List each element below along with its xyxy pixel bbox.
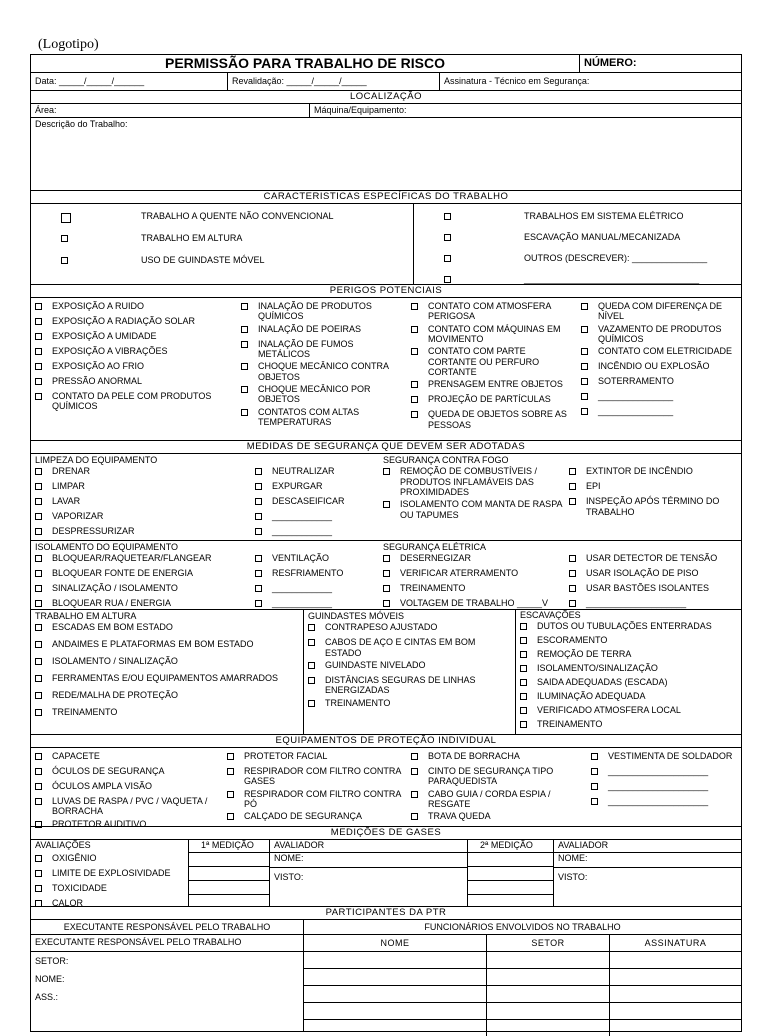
- epi-item[interactable]: ÓCULOS AMPLA VISÃO: [35, 780, 219, 795]
- checkbox-icon[interactable]: [35, 709, 42, 716]
- medicao1-header: 1ª MEDIÇÃO: [189, 840, 269, 853]
- logo-placeholder: (Logotipo): [38, 37, 99, 53]
- checkbox-icon[interactable]: [255, 555, 262, 562]
- isolamento-item[interactable]: ____________: [255, 597, 375, 612]
- checkbox-icon[interactable]: [241, 409, 248, 416]
- nome-cell[interactable]: [304, 952, 487, 969]
- checkbox-icon[interactable]: [581, 363, 588, 370]
- perigos-column: [577, 298, 741, 440]
- eletrica-item[interactable]: USAR BASTÕES ISOLANTES: [569, 582, 737, 597]
- setor-col-header: SETOR: [487, 935, 610, 952]
- checkbox-icon[interactable]: [383, 501, 390, 508]
- check-trabalho-quente[interactable]: TRABALHO A QUENTE NÃO CONVENCIONAL: [61, 210, 413, 232]
- check-outros[interactable]: OUTROS (DESCREVER): _______________: [444, 252, 741, 273]
- epi-item[interactable]: ____________________: [591, 795, 737, 810]
- escavacoes-title: ESCAVAÇÕES: [520, 610, 737, 620]
- perigo-item[interactable]: CONTATO COM PARTE CORTANTE OU PERFURO CORTANTE: [411, 345, 573, 378]
- assinatura-cell[interactable]: [610, 969, 742, 986]
- m1-toxicidade-cell[interactable]: [189, 881, 269, 895]
- assinatura-cell[interactable]: [610, 952, 742, 969]
- checkbox-icon[interactable]: [35, 483, 42, 490]
- checkbox-icon[interactable]: [411, 326, 418, 333]
- nome-cell[interactable]: [304, 1020, 487, 1036]
- perigo-item[interactable]: EXPOSIÇÃO A RUIDO: [35, 300, 233, 315]
- checkbox-icon[interactable]: [35, 555, 42, 562]
- perigo-item[interactable]: PRESSÃO ANORMAL: [35, 375, 233, 390]
- epi-item[interactable]: CINTO DE SEGURANÇA TIPO PARAQUEDISTA: [411, 765, 583, 788]
- nome-col-header: NOME: [304, 935, 487, 952]
- assinatura-col-header: ASSINATURA: [610, 935, 742, 952]
- check-escavacao[interactable]: ESCAVAÇÃO MANUAL/MECANIZADA: [444, 231, 741, 252]
- fogo-item[interactable]: EPI: [569, 480, 737, 495]
- checkbox-icon[interactable]: [581, 326, 588, 333]
- epi-item[interactable]: ____________________: [591, 780, 737, 795]
- funcionarios-table: [304, 935, 741, 1036]
- form-title: PERMISSÃO PARA TRABALHO DE RISCO: [31, 55, 579, 72]
- eletrica-item[interactable]: USAR ISOLAÇÃO DE PISO: [569, 567, 737, 582]
- executante-header: EXECUTANTE RESPONSÁVEL PELO TRABALHO: [31, 920, 303, 934]
- perigo-item[interactable]: VAZAMENTO DE PRODUTOS QUÍMICOS: [581, 323, 737, 346]
- checkbox-icon[interactable]: [241, 386, 248, 393]
- checkbox-icon[interactable]: [444, 234, 451, 241]
- section-localizacao: LOCALIZAÇÃO: [31, 91, 741, 104]
- isolamento-title: ISOLAMENTO DO EQUIPAMENTO: [35, 542, 375, 552]
- checkbox-icon[interactable]: [520, 651, 527, 658]
- altura-item[interactable]: ANDAIMES E PLATAFORMAS EM BOM ESTADO: [35, 638, 299, 655]
- m1-oxigenio-cell[interactable]: [189, 853, 269, 867]
- checkbox-icon[interactable]: [581, 393, 588, 400]
- checkbox-icon[interactable]: [569, 585, 576, 592]
- eletrica-item[interactable]: USAR DETECTOR DE TENSÃO: [569, 552, 737, 567]
- perigo-item[interactable]: _______________: [581, 405, 737, 420]
- ptr-form: [30, 54, 742, 1032]
- perigo-item[interactable]: EXPOSIÇÃO AO FRIO: [35, 360, 233, 375]
- epi-column: [407, 748, 587, 826]
- perigo-item[interactable]: SOTERRAMENTO: [581, 375, 737, 390]
- assinatura-tecnico-field[interactable]: Assinatura - Técnico em Segurança:: [439, 73, 741, 90]
- escavacao-item[interactable]: SAIDA ADEQUADAS (ESCADA): [520, 676, 737, 690]
- checkbox-icon[interactable]: [591, 798, 598, 805]
- altura-item[interactable]: TREINAMENTO: [35, 706, 299, 723]
- avaliador1-header: AVALIADOR: [274, 840, 463, 852]
- checkbox-icon[interactable]: [227, 768, 234, 775]
- checkbox-icon[interactable]: [308, 639, 315, 646]
- perigo-item[interactable]: PRENSAGEM ENTRE OBJETOS: [411, 378, 573, 393]
- checkbox-icon[interactable]: [581, 408, 588, 415]
- limpeza-item[interactable]: EXPURGAR: [255, 480, 375, 495]
- limpeza-item[interactable]: VAPORIZAR: [35, 510, 255, 525]
- checkbox-icon[interactable]: [411, 303, 418, 310]
- avaliador1-visto[interactable]: VISTO:: [270, 867, 467, 902]
- setor-cell[interactable]: [487, 952, 610, 969]
- m2-toxicidade-cell[interactable]: [468, 881, 553, 895]
- maquina-field[interactable]: Máquina/Equipamento:: [309, 104, 741, 117]
- checkbox-icon[interactable]: [383, 555, 390, 562]
- descricao-field[interactable]: Descrição do Trabalho:: [31, 118, 741, 190]
- checkbox-icon[interactable]: [255, 468, 262, 475]
- checkbox-icon[interactable]: [35, 675, 42, 682]
- checkbox-icon[interactable]: [520, 707, 527, 714]
- gas-item[interactable]: TOXICIDADE: [35, 882, 184, 897]
- checkbox-icon[interactable]: [35, 585, 42, 592]
- checkbox-icon[interactable]: [411, 791, 418, 798]
- m2-calor-cell[interactable]: [468, 895, 553, 908]
- escavacao-item[interactable]: REMOÇÃO DE TERRA: [520, 648, 737, 662]
- checkbox-icon[interactable]: [241, 363, 248, 370]
- perigo-item[interactable]: INALAÇÃO DE PRODUTOS QUÍMICOS: [241, 300, 403, 323]
- check-trabalho-altura[interactable]: TRABALHO EM ALTURA: [61, 232, 413, 254]
- eletrica-item[interactable]: VERIFICAR ATERRAMENTO: [383, 567, 569, 582]
- checkbox-icon[interactable]: [35, 692, 42, 699]
- epi-item[interactable]: CAPACETE: [35, 750, 219, 765]
- revalidacao-field[interactable]: Revalidação: _____/_____/_____: [227, 73, 439, 90]
- assinatura-cell[interactable]: [610, 1020, 742, 1036]
- guindaste-item[interactable]: GUINDASTE NIVELADO: [308, 659, 511, 674]
- guindastes-title: GUINDASTES MÓVEIS: [308, 611, 511, 621]
- checkbox-icon[interactable]: [35, 658, 42, 665]
- avaliador2-visto[interactable]: VISTO:: [554, 867, 741, 902]
- checkbox-icon[interactable]: [255, 585, 262, 592]
- executante-setor[interactable]: SETOR:: [31, 952, 303, 970]
- perigo-item[interactable]: CONTATO COM ELETRICIDADE: [581, 345, 737, 360]
- epi-item[interactable]: BOTA DE BORRACHA: [411, 750, 583, 765]
- nome-cell[interactable]: [304, 1003, 487, 1020]
- checkbox-icon[interactable]: [35, 513, 42, 520]
- altura-item[interactable]: FERRAMENTAS E/OU EQUIPAMENTOS AMARRADOS: [35, 672, 299, 689]
- limpeza-title: LIMPEZA DO EQUIPAMENTO: [35, 455, 375, 465]
- executante-subheader: EXECUTANTE RESPONSÁVEL PELO TRABALHO: [31, 935, 303, 952]
- limpeza-item[interactable]: LAVAR: [35, 495, 255, 510]
- perigo-item[interactable]: EXPOSIÇÃO A UMIDADE: [35, 330, 233, 345]
- escavacao-item[interactable]: ISOLAMENTO/SINALIZAÇÃO: [520, 662, 737, 676]
- perigo-item[interactable]: CHOQUE MECÂNICO POR OBJETOS: [241, 383, 403, 406]
- numero-field[interactable]: NÚMERO:: [579, 55, 741, 72]
- gas-item[interactable]: CALOR: [35, 897, 184, 912]
- checkbox-icon[interactable]: [520, 679, 527, 686]
- table-row: [304, 986, 741, 1003]
- avaliador2-header: AVALIADOR: [558, 840, 737, 852]
- isolamento-item[interactable]: SINALIZAÇÃO / ISOLAMENTO: [35, 582, 255, 597]
- perigo-item[interactable]: CONTATO COM MÁQUINAS EM MOVIMENTO: [411, 323, 573, 346]
- limpeza-item[interactable]: DRENAR: [35, 465, 255, 480]
- checkbox-icon[interactable]: [35, 570, 42, 577]
- checkbox-icon[interactable]: [255, 483, 262, 490]
- escavacao-item[interactable]: TREINAMENTO: [520, 718, 737, 732]
- checkbox-icon[interactable]: [255, 498, 262, 505]
- guindaste-item[interactable]: DISTÂNCIAS SEGURAS DE LINHAS ENERGIZADAS: [308, 674, 511, 697]
- epi-column: [223, 748, 407, 826]
- checkbox-icon[interactable]: [35, 624, 42, 631]
- checkbox-icon[interactable]: [35, 393, 42, 400]
- section-participantes: PARTICIPANTES DA PTR: [31, 907, 741, 920]
- checkbox-icon[interactable]: [61, 257, 68, 264]
- setor-cell[interactable]: [487, 1003, 610, 1020]
- assinatura-cell[interactable]: [610, 1003, 742, 1020]
- nome-cell[interactable]: [304, 986, 487, 1003]
- checkbox-icon[interactable]: [569, 498, 576, 505]
- checkbox-icon[interactable]: [411, 411, 418, 418]
- checkbox-icon[interactable]: [35, 333, 42, 340]
- perigos-column: [407, 298, 577, 440]
- avaliador1-nome[interactable]: NOME:: [270, 852, 467, 867]
- setor-cell[interactable]: [487, 969, 610, 986]
- checkbox-icon[interactable]: [569, 555, 576, 562]
- checkbox-icon[interactable]: [35, 870, 42, 877]
- checkbox-icon[interactable]: [308, 624, 315, 631]
- epi-item[interactable]: VESTIMENTA DE SOLDADOR: [591, 750, 737, 765]
- epi-item[interactable]: RESPIRADOR COM FILTRO CONTRA PÓ: [227, 788, 403, 811]
- eletrica-item[interactable]: DESERNEGIZAR: [383, 552, 569, 567]
- checkbox-icon[interactable]: [308, 677, 315, 684]
- checkbox-icon[interactable]: [227, 813, 234, 820]
- escavacao-item[interactable]: ESCORAMENTO: [520, 634, 737, 648]
- limpeza-item[interactable]: DESCASEIFICAR: [255, 495, 375, 510]
- eletrica-title: SEGURANÇA ELÉTRICA: [383, 542, 737, 552]
- checkbox-icon[interactable]: [35, 885, 42, 892]
- limpeza-item[interactable]: ____________: [255, 510, 375, 525]
- isolamento-item[interactable]: VENTILAÇÃO: [255, 552, 375, 567]
- guindaste-item[interactable]: TREINAMENTO: [308, 697, 511, 712]
- checkbox-icon[interactable]: [308, 700, 315, 707]
- isolamento-item[interactable]: BLOQUEAR/RAQUETEAR/FLANGEAR: [35, 552, 255, 567]
- checkbox-icon[interactable]: [35, 363, 42, 370]
- gas-item[interactable]: LIMITE DE EXPLOSIVIDADE: [35, 867, 184, 882]
- checkbox-icon[interactable]: [591, 768, 598, 775]
- check-sistema-eletrico[interactable]: TRABALHOS EM SISTEMA ELÉTRICO: [444, 210, 741, 231]
- epi-item[interactable]: CABO GUIA / CORDA ESPIA / RESGATE: [411, 788, 583, 811]
- checkbox-icon[interactable]: [255, 570, 262, 577]
- checkbox-icon[interactable]: [569, 483, 576, 490]
- perigo-item[interactable]: _______________: [581, 390, 737, 405]
- checkbox-icon[interactable]: [520, 693, 527, 700]
- isolamento-item[interactable]: ____________: [255, 582, 375, 597]
- table-row: [304, 952, 741, 969]
- eletrica-item[interactable]: ____________________: [569, 597, 737, 612]
- checkbox-icon[interactable]: [569, 468, 576, 475]
- setor-cell[interactable]: [487, 986, 610, 1003]
- checkbox-icon[interactable]: [308, 662, 315, 669]
- limpeza-item[interactable]: DESPRESSURIZAR: [35, 525, 255, 540]
- epi-item[interactable]: CALÇADO DE SEGURANÇA: [227, 810, 403, 825]
- checkbox-icon[interactable]: [35, 783, 42, 790]
- avaliador2-nome[interactable]: NOME:: [554, 852, 741, 867]
- limpeza-item[interactable]: ____________: [255, 525, 375, 540]
- altura-item[interactable]: ESCADAS EM BOM ESTADO: [35, 621, 299, 638]
- m2-explosividade-cell[interactable]: [468, 867, 553, 881]
- checkbox-icon[interactable]: [35, 378, 42, 385]
- m1-calor-cell[interactable]: [189, 895, 269, 908]
- checkbox-icon[interactable]: [35, 348, 42, 355]
- checkbox-icon[interactable]: [411, 348, 418, 355]
- checkbox-icon[interactable]: [35, 318, 42, 325]
- assinatura-cell[interactable]: [610, 986, 742, 1003]
- checkbox-icon[interactable]: [591, 783, 598, 790]
- epi-column: [31, 748, 223, 826]
- checkbox-icon[interactable]: [520, 623, 527, 630]
- fogo-item[interactable]: REMOÇÃO DE COMBUSTÍVEIS / PRODUTOS INFLAMÁVEIS DAS PROXIMIDADES: [383, 465, 569, 498]
- checkbox-icon[interactable]: [581, 348, 588, 355]
- limpeza-item[interactable]: NEUTRALIZAR: [255, 465, 375, 480]
- section-caracteristicas: CARACTERISTICAS ESPECÍFICAS DO TRABALHO: [31, 191, 741, 204]
- checkbox-icon[interactable]: [241, 303, 248, 310]
- checkbox-icon[interactable]: [241, 326, 248, 333]
- m2-oxigenio-cell[interactable]: [468, 853, 553, 867]
- altura-item[interactable]: ISOLAMENTO / SINALIZAÇÃO: [35, 655, 299, 672]
- check-guindaste[interactable]: USO DE GUINDASTE MÓVEL: [61, 254, 413, 276]
- checkbox-icon[interactable]: [35, 528, 42, 535]
- escavacao-item[interactable]: ILUMINAÇÃO ADEQUADA: [520, 690, 737, 704]
- escavacao-item[interactable]: VERIFICADO ATMOSFERA LOCAL: [520, 704, 737, 718]
- checkbox-icon[interactable]: [520, 665, 527, 672]
- checkbox-icon[interactable]: [569, 600, 576, 607]
- checkbox-icon[interactable]: [61, 235, 68, 242]
- checkbox-icon[interactable]: [383, 600, 390, 607]
- checkbox-icon[interactable]: [411, 768, 418, 775]
- executante-ass[interactable]: ASS.:: [31, 988, 303, 1006]
- executante-nome[interactable]: NOME:: [31, 970, 303, 988]
- perigo-item[interactable]: EXPOSIÇÃO A VIBRAÇÕES: [35, 345, 233, 360]
- checkbox-icon[interactable]: [520, 721, 527, 728]
- nome-cell[interactable]: [304, 969, 487, 986]
- epi-item[interactable]: RESPIRADOR COM FILTRO CONTRA GASES: [227, 765, 403, 788]
- perigo-item[interactable]: QUEDA COM DIFERENÇA DE NÍVEL: [581, 300, 737, 323]
- epi-item[interactable]: TRAVA QUEDA: [411, 810, 583, 825]
- checkbox-icon[interactable]: [241, 341, 248, 348]
- perigos-column: [31, 298, 237, 440]
- checkbox-icon[interactable]: [444, 255, 451, 262]
- fogo-item[interactable]: EXTINTOR DE INCÊNDIO: [569, 465, 737, 480]
- m1-explosividade-cell[interactable]: [189, 867, 269, 881]
- data-field[interactable]: Data: _____/_____/______: [31, 73, 227, 90]
- altura-title: TRABALHO EM ALTURA: [35, 611, 299, 621]
- guindaste-item[interactable]: CABOS DE AÇO E CINTAS EM BOM ESTADO: [308, 636, 511, 659]
- checkbox-icon[interactable]: [520, 637, 527, 644]
- guindaste-item[interactable]: CONTRAPESO AJUSTADO: [308, 621, 511, 636]
- epi-item[interactable]: ____________________: [591, 765, 737, 780]
- checkbox-icon[interactable]: [35, 641, 42, 648]
- checkbox-icon[interactable]: [383, 468, 390, 475]
- fogo-item[interactable]: INSPEÇÃO APÓS TÉRMINO DO TRABALHO: [569, 495, 737, 518]
- checkbox-icon[interactable]: [411, 396, 418, 403]
- perigo-item[interactable]: INALAÇÃO DE FUMOS METÁLICOS: [241, 338, 403, 361]
- eletrica-item[interactable]: VOLTAGEM DE TRABALHO _____V: [383, 597, 569, 612]
- epi-item[interactable]: PROTETOR AUDITIVO: [35, 818, 219, 833]
- area-field[interactable]: Área:: [31, 104, 309, 117]
- epi-item[interactable]: LUVAS DE RASPA / PVC / VAQUETA / BORRACHA: [35, 795, 219, 818]
- checkbox-icon[interactable]: [444, 213, 451, 220]
- checkbox-icon[interactable]: [35, 600, 42, 607]
- checkbox-icon[interactable]: [581, 378, 588, 385]
- fogo-title: SEGURANÇA CONTRA FOGO: [383, 455, 737, 465]
- checkbox-icon[interactable]: [227, 753, 234, 760]
- perigo-item[interactable]: PROJEÇÃO DE PARTÍCULAS: [411, 393, 573, 408]
- checkbox-icon[interactable]: [411, 753, 418, 760]
- checkbox-icon[interactable]: [35, 753, 42, 760]
- perigo-item[interactable]: INALAÇÃO DE POEIRAS: [241, 323, 403, 338]
- section-perigos: PERIGOS POTENCIAIS: [31, 285, 741, 298]
- checkbox-icon[interactable]: [255, 513, 262, 520]
- checkbox-icon[interactable]: [444, 276, 451, 283]
- checkbox-icon[interactable]: [383, 570, 390, 577]
- section-medidas: MEDIDAS DE SEGURANÇA QUE DEVEM SER ADOTADAS: [31, 441, 741, 454]
- escavacao-item[interactable]: DUTOS OU TUBULAÇÕES ENTERRADAS: [520, 620, 737, 634]
- medicao2-header: 2ª MEDIÇÃO: [468, 840, 553, 853]
- perigo-item[interactable]: CONTATO COM ATMOSFERA PERIGOSA: [411, 300, 573, 323]
- section-gases: MEDIÇÕES DE GASES: [31, 827, 741, 840]
- checkbox-icon[interactable]: [383, 585, 390, 592]
- perigo-item[interactable]: QUEDA DE OBJETOS SOBRE AS PESSOAS: [411, 408, 573, 431]
- altura-item[interactable]: REDE/MALHA DE PROTEÇÃO: [35, 689, 299, 706]
- setor-cell[interactable]: [487, 1020, 610, 1036]
- eletrica-item[interactable]: TREINAMENTO: [383, 582, 569, 597]
- checkbox-icon[interactable]: [569, 570, 576, 577]
- avaliacoes-header: AVALIAÇÕES: [35, 840, 184, 852]
- table-row: [304, 1020, 741, 1036]
- checkbox-icon[interactable]: [255, 600, 262, 607]
- perigo-item[interactable]: EXPOSIÇÃO A RADIAÇÃO SOLAR: [35, 315, 233, 330]
- epi-item[interactable]: ÓCULOS DE SEGURANÇA: [35, 765, 219, 780]
- checkbox-icon[interactable]: [35, 855, 42, 862]
- checkbox-icon[interactable]: [35, 900, 42, 907]
- epi-item[interactable]: PROTETOR FACIAL: [227, 750, 403, 765]
- checkbox-icon[interactable]: [35, 303, 42, 310]
- checkbox-icon[interactable]: [35, 821, 42, 828]
- checkbox-icon[interactable]: [35, 498, 42, 505]
- checkbox-icon[interactable]: [411, 381, 418, 388]
- isolamento-item[interactable]: BLOQUEAR FONTE DE ENERGIA: [35, 567, 255, 582]
- check-outros-line[interactable]: ___________________________________: [444, 273, 741, 290]
- checkbox-icon[interactable]: [35, 768, 42, 775]
- perigos-column: [237, 298, 407, 440]
- funcionarios-header: FUNCIONÁRIOS ENVOLVIDOS NO TRABALHO: [303, 920, 741, 934]
- limpeza-item[interactable]: LIMPAR: [35, 480, 255, 495]
- table-row: [304, 1003, 741, 1020]
- gas-item[interactable]: OXIGÊNIO: [35, 852, 184, 867]
- epi-column: [587, 748, 741, 826]
- checkbox-icon[interactable]: [35, 468, 42, 475]
- checkbox-icon[interactable]: [35, 798, 42, 805]
- isolamento-item[interactable]: RESFRIAMENTO: [255, 567, 375, 582]
- fogo-item[interactable]: ISOLAMENTO COM MANTA DE RASPA OU TAPUMES: [383, 498, 569, 521]
- checkbox-icon[interactable]: [591, 753, 598, 760]
- checkbox-icon[interactable]: [61, 213, 71, 223]
- checkbox-icon[interactable]: [255, 528, 262, 535]
- perigo-item[interactable]: INCÊNDIO OU EXPLOSÃO: [581, 360, 737, 375]
- perigo-item[interactable]: CONTATO DA PELE COM PRODUTOS QUÍMICOS: [35, 390, 233, 413]
- section-epi: EQUIPAMENTOS DE PROTEÇÃO INDIVIDUAL: [31, 735, 741, 748]
- isolamento-item[interactable]: BLOQUEAR RUA / ENERGIA: [35, 597, 255, 612]
- table-row: [304, 969, 741, 986]
- perigo-item[interactable]: CONTATOS COM ALTAS TEMPERATURAS: [241, 406, 403, 429]
- checkbox-icon[interactable]: [411, 813, 418, 820]
- checkbox-icon[interactable]: [227, 791, 234, 798]
- perigo-item[interactable]: CHOQUE MECÂNICO CONTRA OBJETOS: [241, 360, 403, 383]
- checkbox-icon[interactable]: [581, 303, 588, 310]
